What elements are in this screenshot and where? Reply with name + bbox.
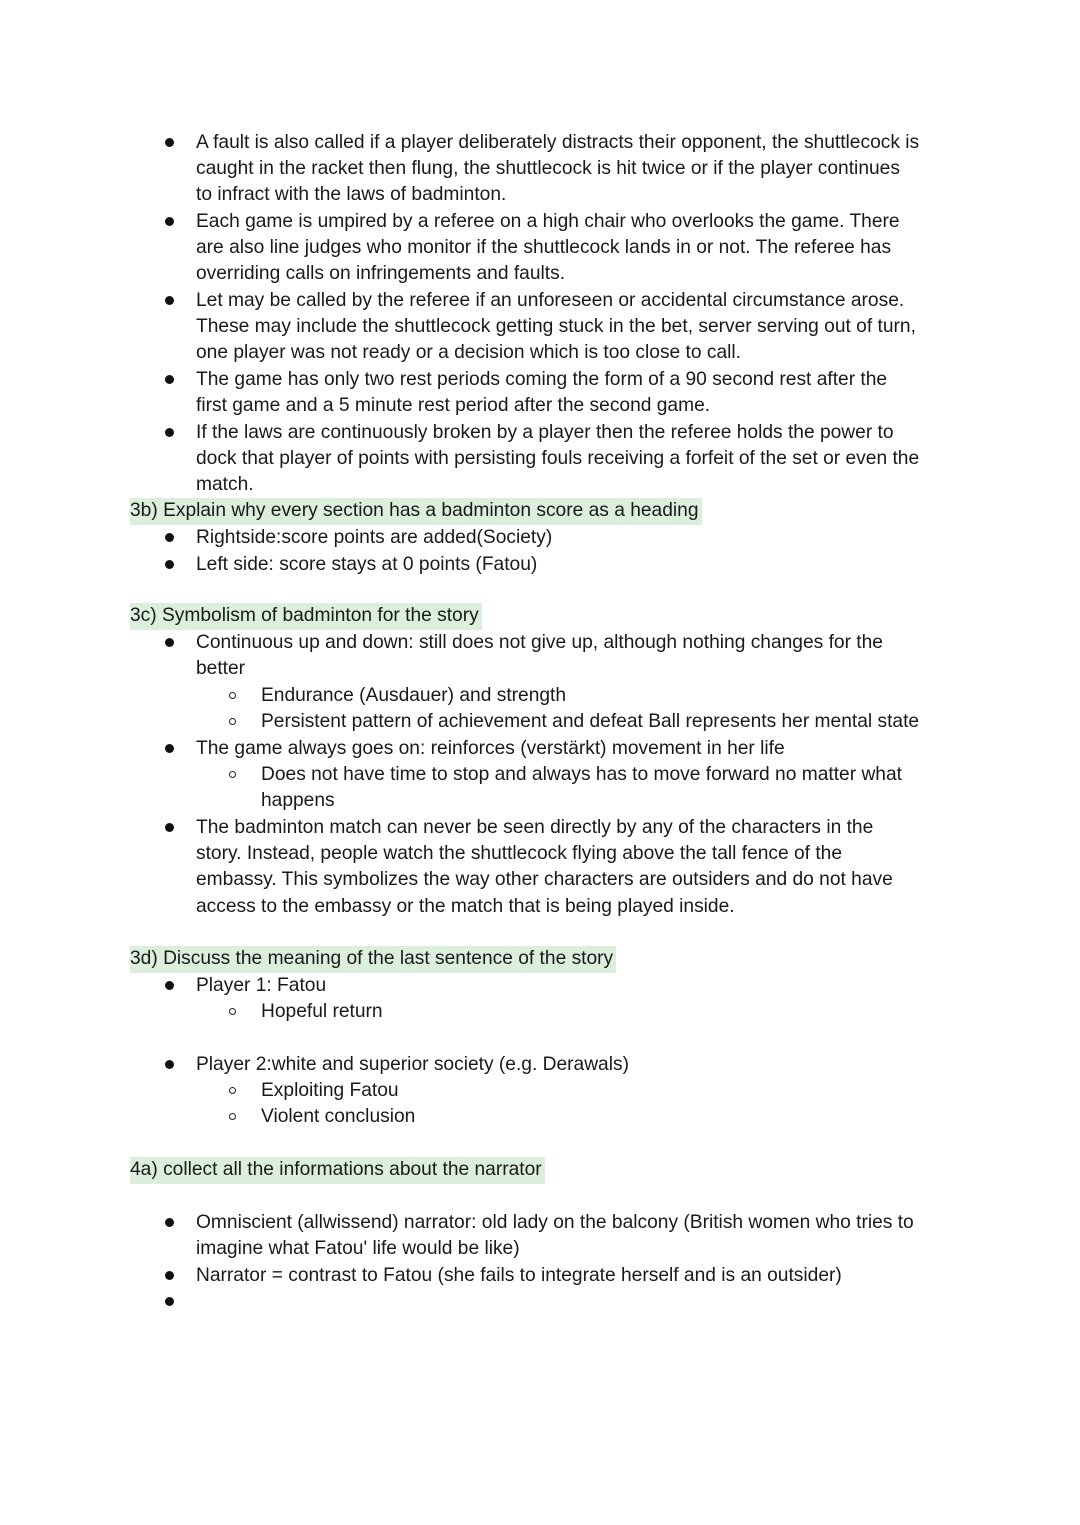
- bullet-dot: [165, 138, 174, 147]
- sub-bullet-circle: [229, 1008, 236, 1015]
- umpire-line-2: are also line judges who monitor if the shuttlecock lands in or not. The referee has: [196, 237, 892, 258]
- heading-3b: 3b) Explain why every section has a badminton score as a heading: [130, 498, 702, 525]
- 3c-sub-2: Persistent pattern of achievement and defeat Ball represents her mental state: [261, 711, 920, 732]
- 3d-player-1-sub: Hopeful return: [261, 1001, 383, 1022]
- sub-bullet-circle: [229, 692, 236, 699]
- sub-bullet-circle: [229, 1087, 236, 1094]
- 4a-bullet-1-line-2: imagine what Fatou' life would be like): [196, 1238, 520, 1259]
- 3c-bullet-1-line-2: better: [196, 658, 246, 679]
- bullet-dot: [165, 533, 174, 542]
- bullet-dot: [165, 375, 174, 384]
- 3d-player-1: Player 1: Fatou: [196, 975, 327, 996]
- laws-line-1: If the laws are continuously broken by a player then the referee holds the power to: [196, 422, 894, 443]
- heading-3c: 3c) Symbolism of badminton for the story: [130, 603, 482, 630]
- 4a-bullet-2: Narrator = contrast to Fatou (she fails to integrate herself and is an outsider): [196, 1265, 842, 1286]
- bullet-dot: [165, 981, 174, 990]
- umpire-line-3: overriding calls on infringements and faults.: [196, 263, 566, 284]
- 3c-bullet-1-line-1: Continuous up and down: still does not give up, although nothing changes for the: [196, 632, 883, 653]
- let-line-2: These may include the shuttlecock getting stuck in the bet, server serving out of turn,: [196, 316, 916, 337]
- 3d-player-2-sub-2: Violent conclusion: [261, 1106, 416, 1127]
- bullet-dot: [165, 1297, 174, 1306]
- bullet-dot: [165, 823, 174, 832]
- bullet-dot: [165, 1060, 174, 1069]
- laws-line-2: dock that player of points with persisting fouls receiving a forfeit of the set or even the: [196, 448, 920, 469]
- 3c-bullet-2: The game always goes on: reinforces (verstärkt) movement in her life: [196, 738, 785, 759]
- let-line-1: Let may be called by the referee if an unforeseen or accidental circumstance arose.: [196, 290, 905, 311]
- fault-line-2: caught in the racket then flung, the shuttlecock is hit twice or if the player continues: [196, 158, 900, 179]
- rest-line-2: first game and a 5 minute rest period after the second game.: [196, 395, 711, 416]
- let-line-3: one player was not ready or a decision which is too close to call.: [196, 342, 741, 363]
- fault-line-3: to infract with the laws of badminton.: [196, 184, 507, 205]
- 3c-bullet-3-line-4: access to the embassy or the match that is being played inside.: [196, 896, 735, 917]
- bullet-dot: [165, 217, 174, 226]
- 3d-player-2: Player 2:white and superior society (e.g. Derawals): [196, 1054, 629, 1075]
- heading-4a: 4a) collect all the informations about the narrator: [130, 1157, 545, 1184]
- sub-bullet-circle: [229, 718, 236, 725]
- umpire-line-1: Each game is umpired by a referee on a high chair who overlooks the game. There: [196, 211, 900, 232]
- bullet-dot: [165, 744, 174, 753]
- laws-line-3: match.: [196, 474, 254, 495]
- 3c-bullet-3-line-2: story. Instead, people watch the shuttlecock flying above the tall fence of the: [196, 843, 843, 864]
- 3d-player-2-sub-1: Exploiting Fatou: [261, 1080, 399, 1101]
- heading-3d: 3d) Discuss the meaning of the last sentence of the story: [130, 946, 616, 973]
- 3b-bullet-1: Rightside:score points are added(Society): [196, 527, 553, 548]
- 3c-sub-3-line-1: Does not have time to stop and always has to move forward no matter what: [261, 764, 902, 785]
- 3b-bullet-2: Left side: score stays at 0 points (Fatou): [196, 554, 538, 575]
- 4a-bullet-1-line-1: Omniscient (allwissend) narrator: old lady on the balcony (British women who tries to: [196, 1212, 914, 1233]
- rest-line-1: The game has only two rest periods coming the form of a 90 second rest after the: [196, 369, 888, 390]
- fault-line-1: A fault is also called if a player deliberately distracts their opponent, the shuttlecock is: [196, 132, 920, 153]
- bullet-dot: [165, 428, 174, 437]
- 3c-sub-3-line-2: happens: [261, 790, 335, 811]
- 3c-bullet-3-line-1: The badminton match can never be seen directly by any of the characters in the: [196, 817, 874, 838]
- bullet-dot: [165, 560, 174, 569]
- bullet-dot: [165, 296, 174, 305]
- bullet-dot: [165, 1271, 174, 1280]
- sub-bullet-circle: [229, 771, 236, 778]
- 3c-bullet-3-line-3: embassy. This symbolizes the way other characters are outsiders and do not have: [196, 869, 893, 890]
- 3c-sub-1: Endurance (Ausdauer) and strength: [261, 685, 567, 706]
- bullet-dot: [165, 638, 174, 647]
- bullet-dot: [165, 1218, 174, 1227]
- sub-bullet-circle: [229, 1113, 236, 1120]
